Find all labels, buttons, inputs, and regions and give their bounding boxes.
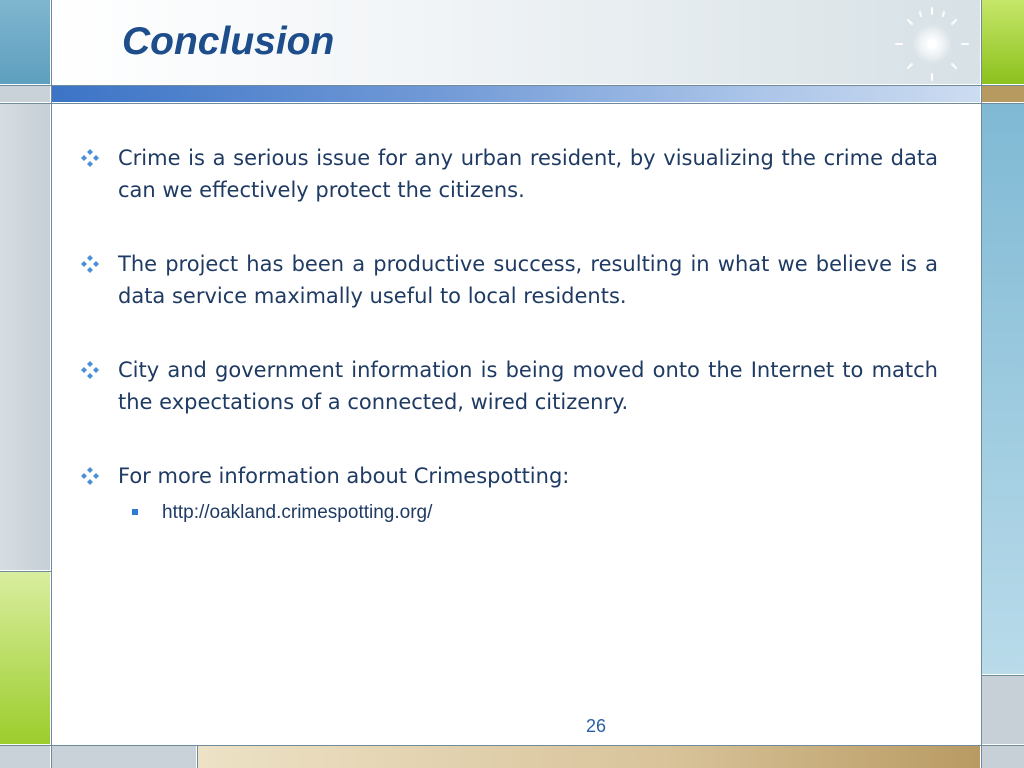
right-green-block [982,0,1024,84]
bullet-item [80,142,938,206]
sub-bullet-item [80,500,938,526]
left-green-block [0,572,50,744]
left-gray-strip [0,86,50,102]
sparkle-icon [890,4,974,84]
title-divider [52,86,980,102]
bullet-text: Crime is a serious issue for any urban resident, by visualizing the crime data can we effectively protect the citizens. [118,146,938,202]
frame-line-bottom [0,745,1024,746]
bullet-text: The project has been a productive success, resulting in what we believe is a data service maximally useful to local residents. [118,252,938,308]
frame-line-right [981,0,982,768]
bullet-list [80,142,938,526]
right-blue-panel [982,104,1024,674]
diamond-bullet-icon [80,148,100,168]
frame-line-left [51,0,52,768]
diamond-bullet-icon [80,466,100,486]
page-number: 26 [586,716,607,736]
bottom-tan-bar [198,746,980,768]
bottom-gray-block [52,746,196,768]
frame-line-divider [0,103,1024,104]
diamond-bullet-icon [80,254,100,274]
frame-line-top [0,85,1024,86]
square-bullet-icon [132,509,138,515]
bullet-text: For more information about Crimespotting: [118,464,570,488]
left-gray-panel [0,104,50,570]
crimespotting-link[interactable]: http://oakland.crimespotting.org/ [162,502,433,523]
right-gray-block [982,676,1024,744]
right-tan-strip [982,86,1024,102]
right-bottom-block [982,746,1024,768]
bullet-item [80,248,938,312]
frame-line-left-mid [0,571,51,572]
frame-line-right-mid [982,675,1024,676]
diamond-bullet-icon [80,360,100,380]
bullet-item [80,460,938,492]
bullet-item [80,354,938,418]
frame-line-bottom-split [197,745,198,768]
left-bottom-block [0,746,50,768]
slide-title: Conclusion [122,20,335,63]
bullet-text: City and government information is being moved onto the Internet to match the expectations of a connected, wired citizenry. [118,358,938,414]
left-blue-block [0,0,50,84]
